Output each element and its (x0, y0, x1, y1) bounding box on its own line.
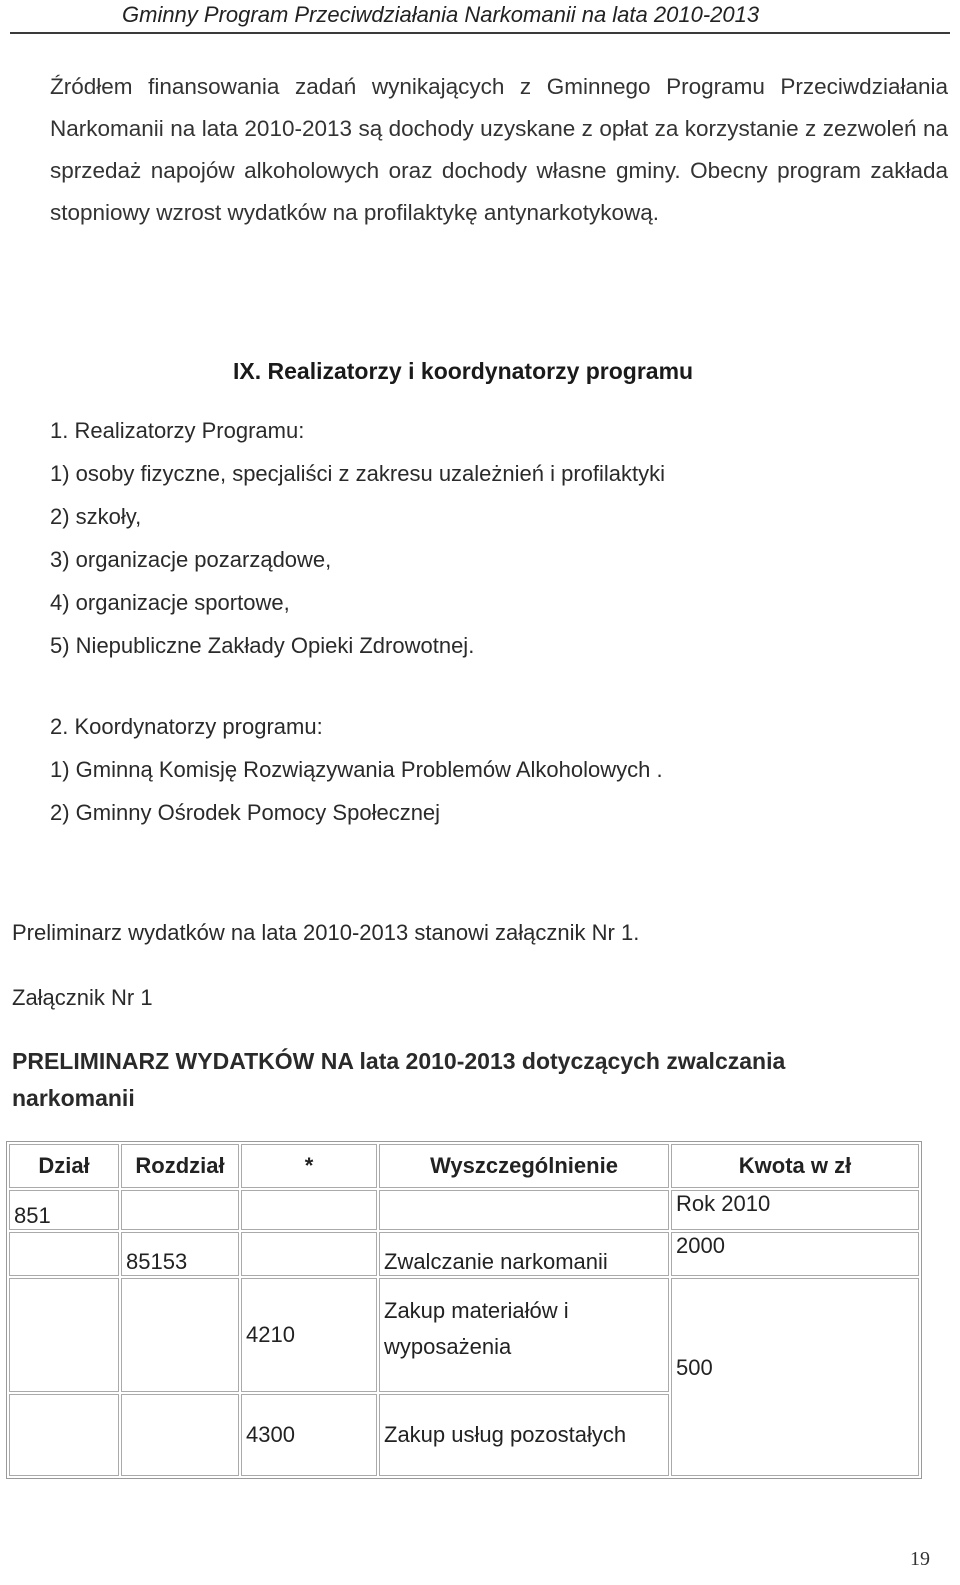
page-header (0, 0, 960, 36)
cell-empty (121, 1190, 239, 1230)
header-dzial: Dział (9, 1144, 119, 1188)
table-header-row (9, 1144, 919, 1188)
header-wyszczegolnienie: Wyszczególnienie (379, 1144, 669, 1188)
table-row (9, 1278, 919, 1392)
cell-opis: Zwalczanie narkomanii (379, 1232, 669, 1276)
table-title: PRELIMINARZ WYDATKÓW NA lata 2010-2013 dotyczących zwalczania (12, 1048, 786, 1074)
cell-paragraf: 4300 (241, 1394, 377, 1476)
cell-empty (241, 1232, 377, 1276)
header-title: Gminny Program Przeciwdziałania Narkomanii na lata 2010-2013 (122, 2, 760, 27)
cell-empty (121, 1394, 239, 1476)
cell-opis-line: Zakup materiałów i (384, 1298, 569, 1323)
preliminarz-note: Preliminarz wydatków na lata 2010-2013 stanowi załącznik Nr 1. (12, 920, 640, 945)
header-kwota: Kwota w zł (671, 1144, 919, 1188)
table-row (9, 1232, 919, 1276)
cell-empty (241, 1190, 377, 1230)
koordynatorzy-item: 1) Gminną Komisję Rozwiązywania Problemów Alkoholowych . (50, 757, 663, 782)
realizatorzy-item: 3) organizacje pozarządowe, (50, 547, 332, 572)
intro-paragraph: Źródłem finansowania zadań wynikających z Gminnego Programu Przeciwdziałania Narkomanii na lata 2010-2013 są dochody uzyskane z opłat za korzystanie z zezwoleń na sprzedaż napojów alkoholowych oraz dochody własne gminy. Obecny program zakłada stopniowy wzrost wydatków na profilaktykę antynarkotykową. (50, 74, 948, 225)
page-number: 19 (910, 1548, 930, 1570)
cell-empty (121, 1278, 239, 1392)
realizatorzy-item: 1) osoby fizyczne, specjaliści z zakresu uzależnień i profilaktyki (50, 461, 666, 486)
header-star: * (241, 1144, 377, 1188)
header-rozdzial: Rozdział (121, 1144, 239, 1188)
cell-paragraf: 4210 (241, 1278, 377, 1392)
cell-dzial: 851 (9, 1190, 119, 1230)
cell-empty (9, 1394, 119, 1476)
realizatorzy-item: 5) Niepubliczne Zakłady Opieki Zdrowotnej. (50, 633, 475, 658)
section-heading: IX. Realizatorzy i koordynatorzy programu (233, 358, 694, 384)
cell-opis: Zakup usług pozostałych (379, 1394, 669, 1476)
realizatorzy-item: 2) szkoły, (50, 504, 142, 529)
expenses-table (6, 1141, 922, 1479)
table-row (9, 1190, 919, 1230)
realizatorzy-item: 4) organizacje sportowe, (50, 590, 290, 615)
cell-rozdzial: 85153 (121, 1232, 239, 1276)
realizatorzy-title: 1. Realizatorzy Programu: (50, 418, 305, 443)
koordynatorzy-item: 2) Gminny Ośrodek Pomocy Społecznej (50, 800, 441, 825)
cell-empty (379, 1190, 669, 1230)
cell-kwota: 500 (671, 1278, 919, 1476)
attachment-label: Załącznik Nr 1 (12, 985, 153, 1010)
cell-kwota: 2000 (671, 1232, 919, 1276)
header-rule (10, 32, 950, 34)
table-title-cont: narkomanii (12, 1085, 135, 1111)
cell-opis-line: wyposażenia (384, 1334, 512, 1359)
cell-kwota: Rok 2010 (671, 1190, 919, 1230)
cell-empty (9, 1232, 119, 1276)
cell-opis (379, 1278, 669, 1392)
cell-empty (9, 1278, 119, 1392)
koordynatorzy-title: 2. Koordynatorzy programu: (50, 714, 323, 739)
